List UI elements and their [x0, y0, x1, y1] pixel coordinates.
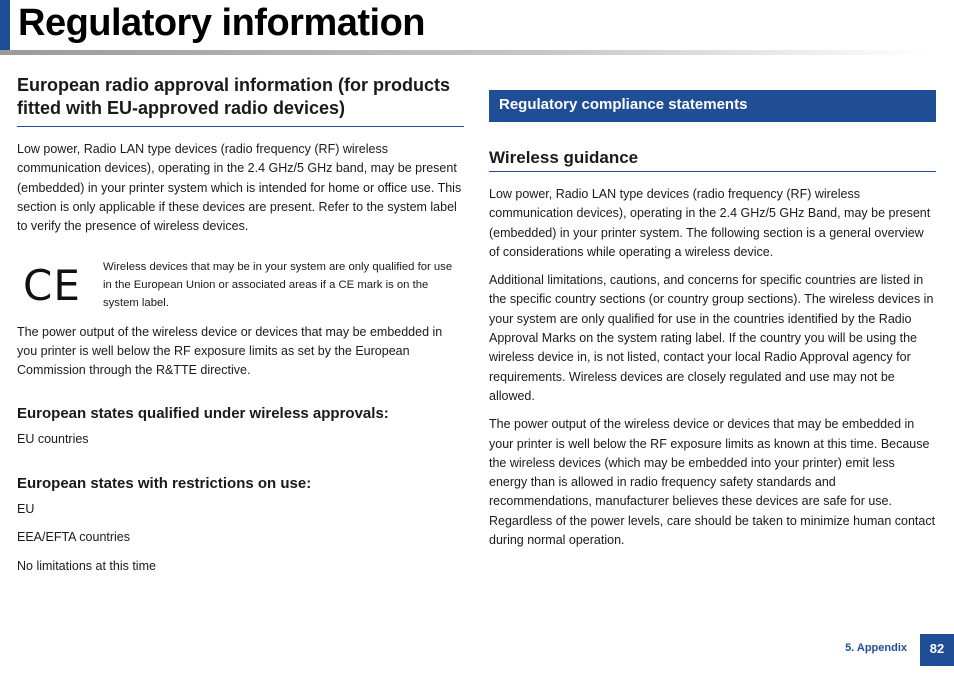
eu-radio-intro: Low power, Radio LAN type devices (radio frequency (RF) wireless communication devices), operating in the 2.4 GHz/5 GHz band, may be present (embedded) in your printer system which is intended for home or office use. This section is only applicable if these devices are present. Refer to the system label to verify the presence of wireless devices. [17, 142, 462, 234]
qualified-states-heading: European states qualified under wireless approvals: [17, 404, 389, 422]
right-column [489, 90, 936, 550]
restricted-state-item: No limitations at this time [17, 558, 156, 573]
title-accent-bar [0, 0, 10, 50]
regulatory-compliance-heading: Regulatory compliance statements [489, 90, 936, 122]
eu-power-output: The power output of the wireless device or devices that may be embedded in you printer is well below the RF exposure limits as set by the European Commission through the R&TTE directive. [17, 324, 443, 378]
wireless-guidance-heading: Wireless guidance [489, 148, 936, 172]
qualified-states-value: EU countries [17, 431, 89, 446]
page-number: 82 [920, 634, 954, 666]
wireless-guidance-paragraph: Additional limitations, cautions, and concerns for specific countries are listed in the specific country sections (or country group sections). The wireless devices in your system are only qualified for use in the countries identified by the Radio Approval Marks on the system rating label. If the country you will be using the wireless device in, is not listed, contact your local Radio Approval agency for requirements. Wireless devices are closely regulated and use may not be allowed. [489, 273, 934, 403]
ce-notice [17, 259, 464, 312]
page-title: Regulatory information [18, 2, 426, 44]
wireless-guidance-paragraph: The power output of the wireless device or devices that may be embedded in your printer is well below the RF exposure limits as known at this time. Because the wireless devices (which may be embedded into your printer) emit less energy than is allowed in radio frequency safety standards and recommendations, manufacturer believes these devices are safe for use. Regardless of the power levels, care should be taken to minimize human contact during normal operation. [489, 417, 936, 548]
wireless-guidance-paragraph: Low power, Radio LAN type devices (radio frequency (RF) wireless communication devices), operating in the 2.4 GHz/5 GHz Band, may be present (embedded) in your printer system. The following section is a general overview of considerations while operating a wireless device. [489, 187, 931, 259]
restricted-states-heading: European states with restrictions on use: [17, 475, 312, 493]
title-rule [0, 50, 930, 55]
eu-radio-approval-heading: European radio approval information (for products fitted with EU-approved radio devices) [17, 74, 464, 127]
restricted-state-item: EU [17, 502, 35, 517]
ce-note-container [103, 259, 464, 312]
footer-section-label: 5. Appendix [845, 642, 907, 654]
ce-mark-icon: CE [23, 261, 81, 311]
ce-note: Wireless devices that may be in your system are only qualified for use in the European Union or associated areas if a CE mark is on the system label. [103, 261, 453, 310]
left-column [17, 74, 464, 576]
restricted-state-item: EEA/EFTA countries [17, 530, 131, 545]
